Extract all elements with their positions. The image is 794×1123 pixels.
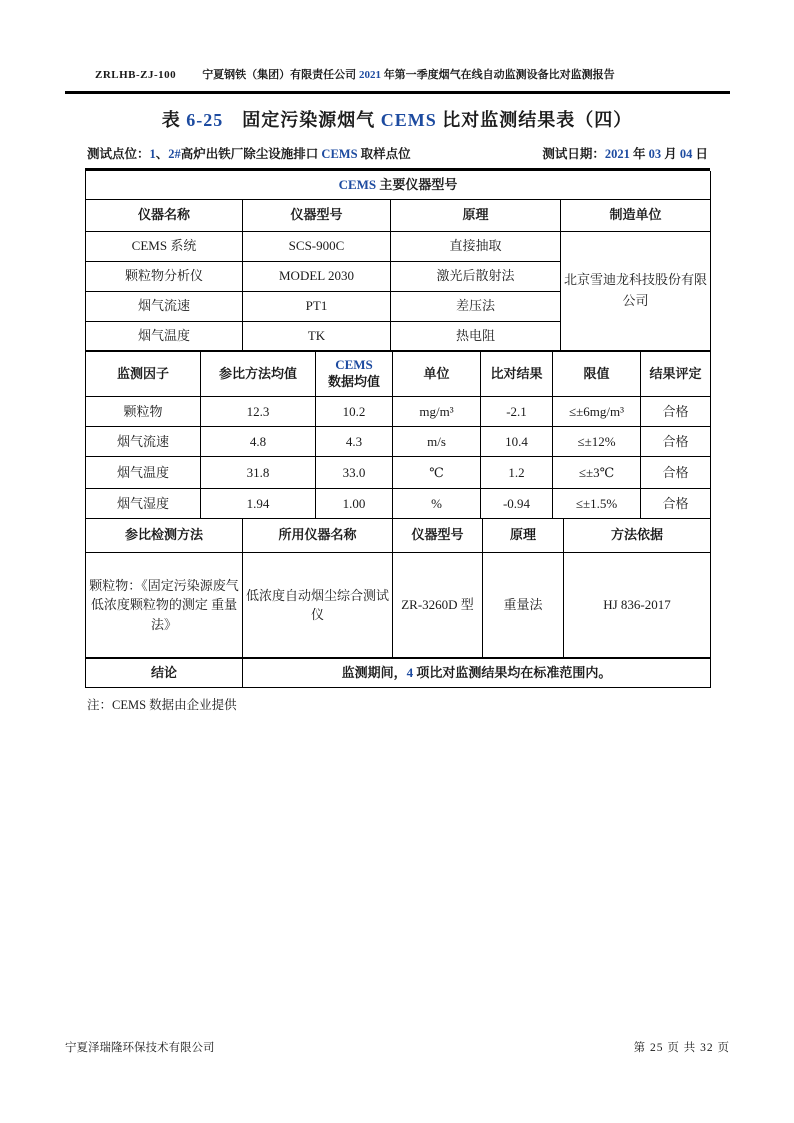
- page-footer: [65, 1039, 730, 1055]
- page-number: 第 25 页 共 32 页: [633, 1042, 730, 1054]
- cell-name: 烟气温度: [86, 321, 243, 351]
- page-title: 表 6-25 固定污染源烟气 CEMS 比对监测结果表（四）: [161, 110, 633, 130]
- test-date: 测试日期：2021 年 03 月 04 日: [542, 147, 708, 161]
- cell-method: 颗粒物：《固定污染源废气 低浓度颗粒物的测定 重量法》: [86, 552, 243, 658]
- comparison-table: [85, 350, 711, 519]
- col-principle: 原理: [391, 199, 561, 231]
- cell-factor: 烟气流速: [86, 427, 201, 457]
- cell-eval: 合格: [641, 427, 711, 457]
- cell-principle: 重量法: [483, 552, 564, 658]
- col-method-basis: 方法依据: [564, 518, 711, 552]
- title-cems: CEMS: [380, 110, 437, 130]
- col-used-instrument: 所用仪器名称: [243, 518, 393, 552]
- cell-unit: ℃: [393, 457, 481, 489]
- comparison-row: [86, 457, 711, 489]
- cell-name: CEMS 系统: [86, 231, 243, 261]
- col-instrument-model: 仪器型号: [243, 199, 391, 231]
- header-year: 2021: [358, 69, 381, 81]
- cell-cems: 4.3: [316, 427, 393, 457]
- cell-principle: 热电阻: [391, 321, 561, 351]
- cell-result: 10.4: [481, 427, 553, 457]
- col-ref-avg: 参比方法均值: [201, 351, 316, 397]
- cell-model: SCS-900C: [243, 231, 391, 261]
- table-number: 6-25: [186, 110, 224, 130]
- instruments-table: [85, 171, 711, 352]
- cell-model: ZR-3260D 型: [393, 552, 483, 658]
- cell-model: PT1: [243, 291, 391, 321]
- cell-basis: HJ 836-2017: [564, 552, 711, 658]
- comparison-row: [86, 427, 711, 457]
- cell-model: TK: [243, 321, 391, 351]
- cell-limit: ≤±1.5%: [553, 489, 641, 519]
- col-instrument-name: 仪器名称: [86, 199, 243, 231]
- cell-ref: 31.8: [201, 457, 316, 489]
- cell-principle: 激光后散射法: [391, 261, 561, 291]
- cell-instrument: 低浓度自动烟尘综合测试仪: [243, 552, 393, 658]
- test-info-row: [85, 141, 710, 171]
- comparison-row: [86, 397, 711, 427]
- col-limit: 限值: [553, 351, 641, 397]
- cell-eval: 合格: [641, 397, 711, 427]
- cell-cems: 33.0: [316, 457, 393, 489]
- cell-unit: m/s: [393, 427, 481, 457]
- cell-limit: ≤±12%: [553, 427, 641, 457]
- cell-factor: 烟气湿度: [86, 489, 201, 519]
- col-cems-avg: CEMS 数据均值: [316, 351, 393, 397]
- cell-cems: 1.00: [316, 489, 393, 519]
- table-content: [85, 141, 710, 713]
- col-method-principle: 原理: [483, 518, 564, 552]
- cell-factor: 颗粒物: [86, 397, 201, 427]
- method-table: [85, 518, 711, 659]
- cell-principle: 差压法: [391, 291, 561, 321]
- instruments-section-title: CEMS 主要仪器型号: [86, 171, 711, 199]
- comparison-row: [86, 489, 711, 519]
- cell-factor: 烟气温度: [86, 457, 201, 489]
- cell-ref: 4.8: [201, 427, 316, 457]
- conclusion-text: 监测期间，4 项比对监测结果均在标准范围内。: [243, 658, 711, 688]
- comparison-header-row: [86, 351, 711, 397]
- cell-name: 颗粒物分析仪: [86, 261, 243, 291]
- report-header-title: 宁夏钢铁（集团）有限责任公司 2021 年第一季度烟气在线自动监测设备比对监测报告: [202, 69, 615, 81]
- conclusion-row: [86, 658, 711, 688]
- footer-company: 宁夏泽瑞隆环保技术有限公司: [65, 1042, 215, 1054]
- cell-manufacturer: 北京雪迪龙科技股份有限公司: [561, 231, 711, 351]
- instrument-row: [86, 231, 711, 261]
- cell-cems: 10.2: [316, 397, 393, 427]
- cell-name: 烟气流速: [86, 291, 243, 321]
- report-code: ZRLHB-ZJ-100: [95, 69, 177, 81]
- page-header: [65, 66, 730, 94]
- cell-ref: 12.3: [201, 397, 316, 427]
- cell-result: 1.2: [481, 457, 553, 489]
- cell-unit: mg/m³: [393, 397, 481, 427]
- col-ref-method: 参比检测方法: [86, 518, 243, 552]
- cell-result: -2.1: [481, 397, 553, 427]
- test-point: 测试点位：1、2#高炉出铁厂除尘设施排口 CEMS 取样点位: [87, 147, 411, 161]
- col-evaluation: 结果评定: [641, 351, 711, 397]
- cell-ref: 1.94: [201, 489, 316, 519]
- cell-model: MODEL 2030: [243, 261, 391, 291]
- cell-unit: %: [393, 489, 481, 519]
- conclusion-count: 4: [406, 664, 414, 680]
- cell-eval: 合格: [641, 457, 711, 489]
- cell-limit: ≤±3℃: [553, 457, 641, 489]
- footnote: 注：CEMS 数据由企业提供: [87, 698, 237, 712]
- conclusion-table: [85, 657, 711, 688]
- cell-eval: 合格: [641, 489, 711, 519]
- col-manufacturer: 制造单位: [561, 199, 711, 231]
- method-header-row: [86, 518, 711, 552]
- conclusion-label: 结论: [86, 658, 243, 688]
- col-method-model: 仪器型号: [393, 518, 483, 552]
- cell-limit: ≤±6mg/m³: [553, 397, 641, 427]
- cell-result: -0.94: [481, 489, 553, 519]
- instruments-header-row: [86, 199, 711, 231]
- cell-principle: 直接抽取: [391, 231, 561, 261]
- method-row: [86, 552, 711, 658]
- col-unit: 单位: [393, 351, 481, 397]
- col-factor: 监测因子: [86, 351, 201, 397]
- col-result: 比对结果: [481, 351, 553, 397]
